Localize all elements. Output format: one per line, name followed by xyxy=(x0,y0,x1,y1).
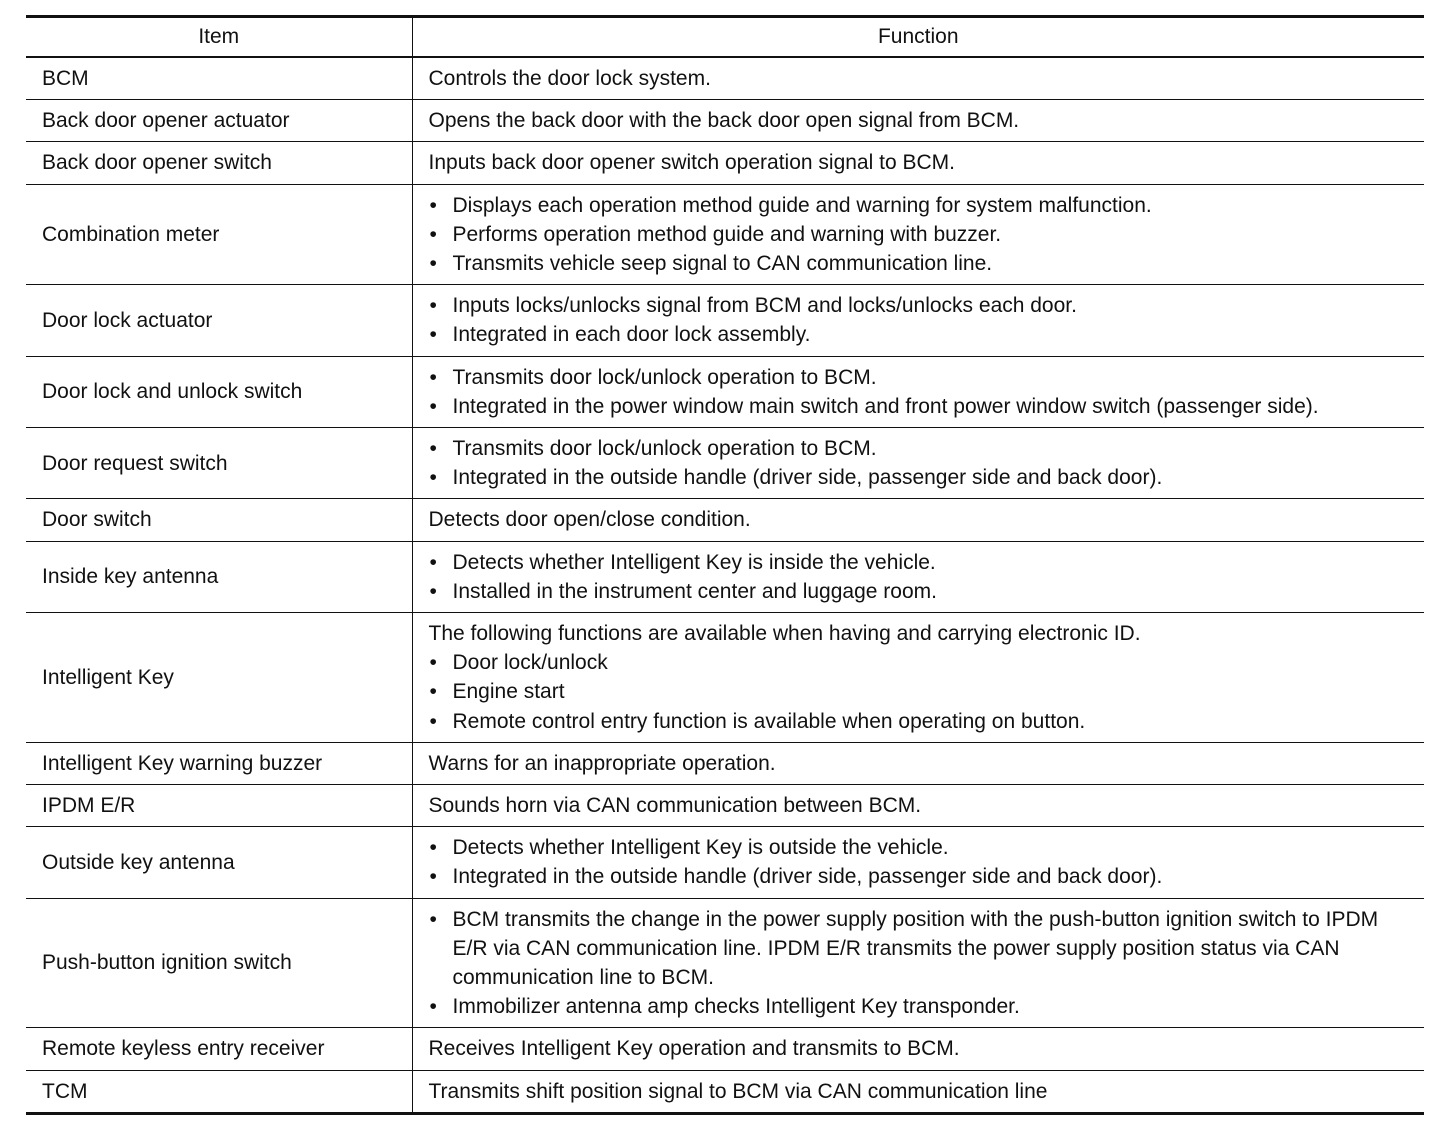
item-cell: Door lock actuator xyxy=(26,285,412,356)
function-cell xyxy=(412,742,1424,784)
table-row xyxy=(26,785,1424,827)
function-cell xyxy=(412,898,1424,1028)
function-bullet-item: • Immobilizer antenna amp checks Intelligent Key transponder. xyxy=(429,992,1415,1021)
item-cell: Intelligent Key warning buzzer xyxy=(26,742,412,784)
function-cell xyxy=(412,613,1424,743)
table-row xyxy=(26,428,1424,499)
table-row xyxy=(26,742,1424,784)
column-header-function: Function xyxy=(412,17,1424,58)
function-bullet-item: • Integrated in the power window main switch and front power window switch (passenger side). xyxy=(429,392,1415,421)
function-bullet-item: • BCM transmits the change in the power supply position with the push-button ignition switch to IPDM E/R via CAN communication line. IPDM E/R transmits the power supply position status via CAN communication line to BCM. xyxy=(429,905,1415,993)
function-text: Receives Intelligent Key operation and transmits to BCM. xyxy=(428,1037,960,1061)
function-bullet-list xyxy=(429,905,1415,1022)
function-text: Transmits shift position signal to BCM via CAN communication line xyxy=(428,1079,1048,1103)
item-cell: Door lock and unlock switch xyxy=(26,356,412,427)
function-text: Inputs back door opener switch operation signal to BCM. xyxy=(428,151,955,175)
function-cell xyxy=(412,57,1424,100)
function-bullet-list xyxy=(429,291,1415,349)
function-cell xyxy=(412,541,1424,612)
function-bullet-list xyxy=(429,548,1415,606)
table-row xyxy=(26,142,1424,184)
item-cell: Remote keyless entry receiver xyxy=(26,1028,412,1070)
function-bullet-item: • Transmits vehicle seep signal to CAN communication line. xyxy=(429,249,1415,278)
function-cell xyxy=(412,428,1424,499)
table-row xyxy=(26,613,1424,743)
column-header-item: Item xyxy=(26,17,412,58)
table-row xyxy=(26,100,1424,142)
table-row xyxy=(26,57,1424,100)
item-cell: Intelligent Key xyxy=(26,613,412,743)
item-cell: Combination meter xyxy=(26,184,412,285)
function-bullet-item: • Integrated in the outside handle (driver side, passenger side and back door). xyxy=(429,862,1415,891)
item-cell: Push-button ignition switch xyxy=(26,898,412,1028)
function-bullet-item: • Installed in the instrument center and luggage room. xyxy=(429,577,1415,606)
function-cell xyxy=(412,499,1424,541)
table-row xyxy=(26,499,1424,541)
table-row xyxy=(26,1070,1424,1113)
function-text: Sounds horn via CAN communication between BCM. xyxy=(428,794,922,818)
function-bullet-list xyxy=(429,434,1415,492)
function-bullet-item: • Integrated in each door lock assembly. xyxy=(429,320,1415,349)
item-cell: Back door opener switch xyxy=(26,142,412,184)
function-bullet-list xyxy=(429,833,1415,891)
item-cell: TCM xyxy=(26,1070,412,1113)
function-text: Warns for an inappropriate operation. xyxy=(428,751,776,775)
function-bullet-list xyxy=(429,191,1415,279)
table-row xyxy=(26,285,1424,356)
function-bullet-list xyxy=(429,648,1415,736)
function-bullet-item: • Transmits door lock/unlock operation to BCM. xyxy=(429,434,1415,463)
function-cell xyxy=(412,1028,1424,1070)
table-row xyxy=(26,356,1424,427)
item-cell: IPDM E/R xyxy=(26,785,412,827)
function-cell xyxy=(412,827,1424,898)
function-bullet-item: • Performs operation method guide and warning with buzzer. xyxy=(429,220,1415,249)
item-cell: Inside key antenna xyxy=(26,541,412,612)
table-row xyxy=(26,1028,1424,1070)
function-bullet-item: • Detects whether Intelligent Key is inside the vehicle. xyxy=(429,548,1415,577)
function-bullet-item: • Remote control entry function is available when operating on button. xyxy=(429,707,1415,736)
function-text: Opens the back door with the back door open signal from BCM. xyxy=(428,109,1020,133)
function-bullet-item: • Inputs locks/unlocks signal from BCM and locks/unlocks each door. xyxy=(429,291,1415,320)
table-body xyxy=(26,57,1424,1113)
function-cell xyxy=(412,285,1424,356)
function-cell xyxy=(412,100,1424,142)
item-cell: Door switch xyxy=(26,499,412,541)
function-bullet-list xyxy=(429,363,1415,421)
table-header-row xyxy=(26,17,1424,58)
table-row xyxy=(26,827,1424,898)
table-row xyxy=(26,184,1424,285)
function-cell xyxy=(412,184,1424,285)
item-cell: Outside key antenna xyxy=(26,827,412,898)
table-row xyxy=(26,541,1424,612)
function-cell xyxy=(412,356,1424,427)
function-text: Controls the door lock system. xyxy=(428,67,711,90)
item-cell: BCM xyxy=(26,57,412,100)
function-bullet-item: • Engine start xyxy=(429,677,1415,706)
function-text: The following functions are available when having and carrying electronic ID. xyxy=(428,622,1141,646)
function-text: Detects door open/close condition. xyxy=(428,508,751,532)
function-cell xyxy=(412,1070,1424,1113)
function-bullet-item: • Displays each operation method guide and warning for system malfunction. xyxy=(429,191,1415,220)
item-cell: Back door opener actuator xyxy=(26,100,412,142)
function-cell xyxy=(412,785,1424,827)
function-bullet-item: • Integrated in the outside handle (driver side, passenger side and back door). xyxy=(429,463,1415,492)
function-cell xyxy=(412,142,1424,184)
item-cell: Door request switch xyxy=(26,428,412,499)
function-bullet-item: • Detects whether Intelligent Key is outside the vehicle. xyxy=(429,833,1415,862)
function-bullet-item: • Door lock/unlock xyxy=(429,648,1415,677)
function-bullet-item: • Transmits door lock/unlock operation to BCM. xyxy=(429,363,1415,392)
component-function-table xyxy=(26,15,1424,1115)
table-row xyxy=(26,898,1424,1028)
